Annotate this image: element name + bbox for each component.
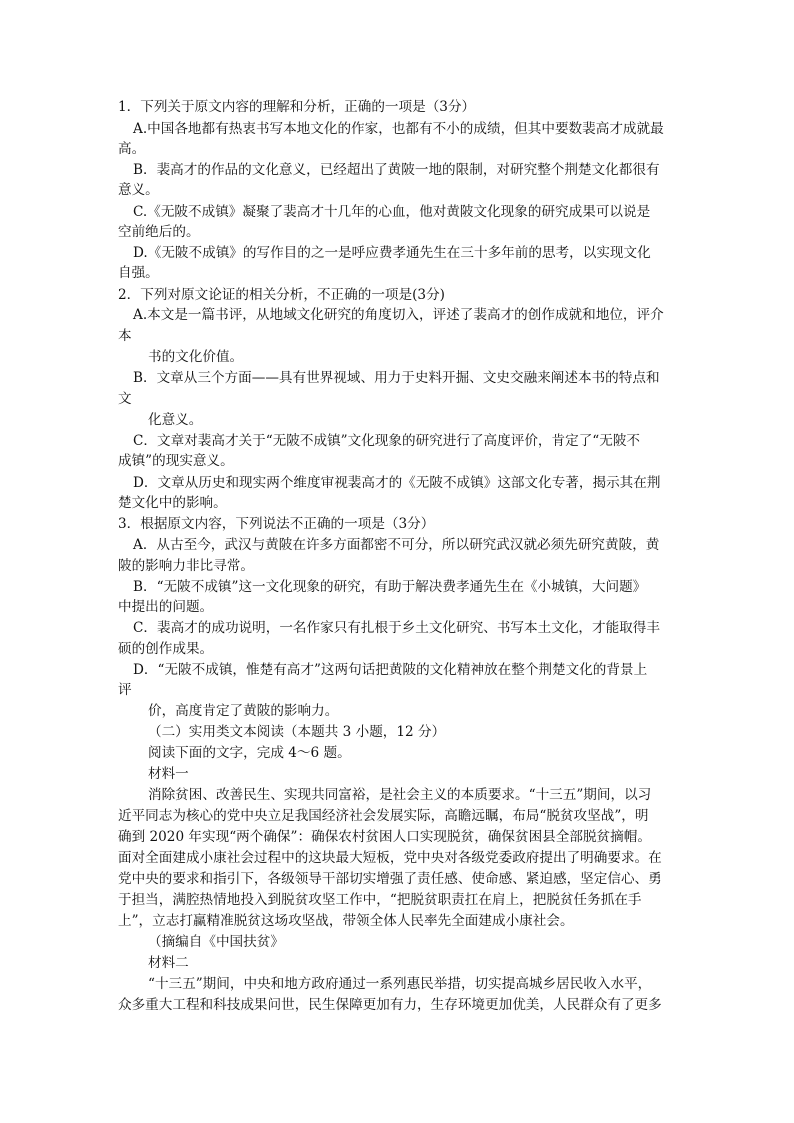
section-heading: （二）实用类文本阅读（本题共 3 小题，12 分） [148,724,446,740]
question-3-option-d: D．“无陂不成镇，惟楚有高才”这两句话把黄陂的文化精神放在整个荆楚文化的背景上 [133,662,648,678]
question-2-option-c-cont: 成镇”的现实意义。 [118,453,234,469]
material-1-source: （摘编自《中国扶贫》 [148,934,284,950]
question-3-option-b: B．“无陂不成镇”这一文化现象的研究，有助于解决费孝通先生在《小城镇，大问题》 [133,579,647,595]
question-1-stem: 1．下列关于原文内容的理解和分析，正确的一项是（3分） [118,99,476,115]
material-2-paragraph-line: “十三五”期间，中央和地方政府通过一系列惠民举措，切实提高城乡居民收入水平， [148,976,652,992]
question-2-option-d-cont: 楚文化中的影响。 [118,495,227,511]
question-3-option-c: C．裴高才的成功说明，一名作家只有扎根于乡土文化研究、书写本土文化，才能取得丰 [133,620,660,636]
question-1-option-d-cont: 自强。 [118,265,159,281]
material-1-label: 材料一 [148,766,189,782]
material-1-paragraph-line: 面对全面建成小康社会过程中的这块最大短板，党中央对各级党委政府提出了明确要求。在 [118,850,662,866]
question-1-option-a: A.中国各地都有热衷书写本地文化的作家，也都有不小的成绩，但其中要数裴高才成就最 [133,121,664,137]
question-3-option-d-cont: 评 [118,682,132,698]
question-2-option-b: B．文章从三个方面——具有世界视域、用力于史料开掘、文史交融来阐述本书的特点和 [133,370,660,386]
question-2-option-a-cont: 本 [118,328,132,344]
question-3-option-d-cont2: 价，高度肯定了黄陂的影响力。 [148,703,339,719]
question-2-option-a: A.本文是一篇书评，从地域文化研究的角度切入，评述了裴高才的创作成就和地位，评介 [133,307,664,323]
question-2-option-b-cont: 文 [118,391,132,407]
question-2-option-b-cont2: 化意义。 [148,412,203,428]
material-2-paragraph-line: 众多重大工程和科技成果问世，民生保障更加有力，生存环境更加优美，人民群众有了更多 [118,997,662,1013]
question-3-stem: 3．根据原文内容，下列说法不正确的一项是（3分） [118,516,435,532]
question-3-option-a-cont: 陂的影响力非比寻常。 [118,558,254,574]
question-2-option-a-cont2: 书的文化价值。 [148,349,244,365]
material-1-paragraph-line: 近平同志为核心的党中央立足我国经济社会发展实际，高瞻远瞩，布局“脱贫攻坚战”，明 [118,808,649,824]
question-1-option-b-cont: 意义。 [118,182,159,198]
question-3-option-c-cont: 硕的创作成果。 [118,641,214,657]
question-1-option-c: C.《无陂不成镇》凝聚了裴高才十几年的心血，他对黄陂文化现象的研究成果可以说是 [133,204,651,220]
material-1-paragraph-line: 党中央的要求和指引下，各级领导干部切实增强了责任感、使命感、紧迫感，坚定信心、勇 [118,871,662,887]
question-2-option-c: C．文章对裴高才关于“无陂不成镇”文化现象的研究进行了高度评价，肯定了“无陂不 [133,433,641,449]
reading-instruction: 阅读下面的文字，完成 4～6 题。 [148,745,351,761]
question-2-stem: 2．下列对原文论证的相关分析，不正确的一项是(3分) [118,287,445,303]
material-1-paragraph-line: 于担当，满腔热情地投入到脱贫攻坚工作中，“把脱贫职责扛在肩上，把脱贫任务抓在手 [118,892,642,908]
material-2-label: 材料二 [148,955,189,971]
material-1-paragraph-line: 上”，立志打赢精准脱贫这场攻坚战，带领全体人民率先全面建成小康社会。 [118,913,574,929]
question-1-option-a-cont: 高。 [118,141,146,157]
material-1-paragraph-line: 消除贫困、改善民生、实现共同富裕，是社会主义的本质要求。“十三五”期间，以习 [148,787,652,803]
question-3-option-b-cont: 中提出的问题。 [118,599,214,615]
question-2-option-d: D．文章从历史和现实两个维度审视裴高才的《无陂不成镇》这部文化专著，揭示其在荆 [133,475,661,491]
material-1-paragraph-line: 确到 2020 年实现“两个确保”：确保农村贫困人口实现脱贫，确保贫困县全部脱贫摘帽。 [118,829,651,845]
question-1-option-c-cont: 空前绝后的。 [118,224,200,240]
question-1-option-b: B．裴高才的作品的文化意义，已经超出了黄陂一地的限制，对研究整个荆楚文化都很有 [133,162,660,178]
question-3-option-a: A．从古至今，武汉与黄陂在许多方面都密不可分，所以研究武汉就必须先研究黄陂，黄 [133,537,660,553]
question-1-option-d: D.《无陂不成镇》的写作目的之一是呼应费孝通先生在三十多年前的思考，以实现文化 [133,245,651,261]
